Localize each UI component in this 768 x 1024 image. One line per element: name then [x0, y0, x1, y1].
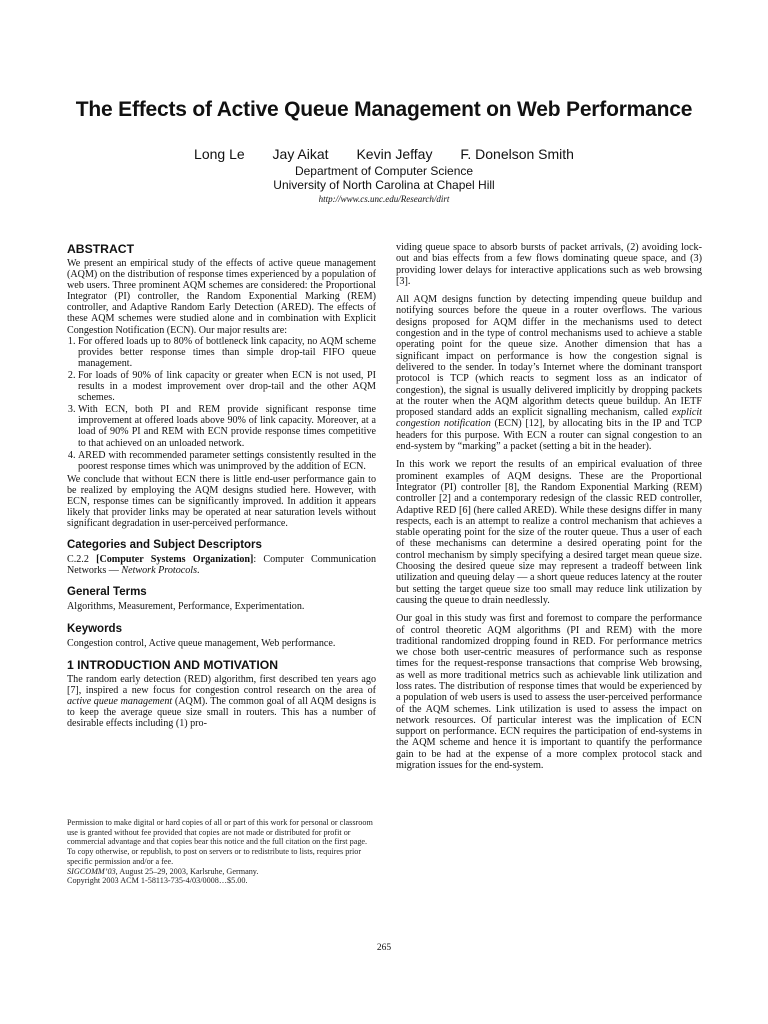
- abstract-intro: We present an empirical study of the effects of active queue management (AQM) on the distribution of response times experienced by a population of web users. Three prominent AQM schemes are considered: the Proportional Integrator (PI) controller, the Random Exponential Marking (REM) controller, and Adaptive Random Early Detection (ARED). The effects of these AQM schemes were studied alone and in combination with Explicit Congestion Notification (ECN). Our major results are:: [67, 258, 376, 336]
- general-terms-heading: General Terms: [67, 586, 147, 599]
- author-name: Jay Aikat: [272, 146, 329, 162]
- categories-text: C.2.2 [Computer Systems Organization]: Computer Communication Networks — Network Protocols.: [67, 554, 377, 577]
- affiliation: [40, 164, 728, 206]
- project-url: http://www.cs.unc.edu/Research/dirt: [318, 194, 450, 204]
- intro-paragraph-3: In this work we report the results of an empirical evaluation of three prominent examples of AQM designs. These are the Proportional Integrator (PI) controller [8], the Random Exponential Marking (REM) controller [2] and a contemporary redesign of the classic RED controller, Adaptive RED [6] (here called ARED). While these designs differ in many respects, each is an attempt to realize a control mechanism that achieves a stable operating point for the size of the router queue. Thus a user of each of these mechanisms can determine a desired operating point for the control mechanism by simply specifying a desired target mean queue size. Choosing the desired queue size may represent a tradeoff between link utilization and queuing delay — a short queue reduces latency at the router but setting the target queue size too small may reduce link utilization by causing the queue to drain needlessly.: [396, 459, 702, 606]
- intro-paragraph-1-continued: viding queue space to absorb bursts of packet arrivals, (2) avoiding lock-out and bias effects from a few flows dominating queue space, and (3) providing lower delays for interactive applications such as web browsing [3].: [396, 242, 702, 287]
- results-list: [67, 336, 376, 472]
- intro-paragraph-2: All AQM designs function by detecting impending queue buildup and notifying sources before the queue in a router overflows. The various designs proposed for AQM differ in the mechanisms used to detect congestion and in the type of control mechanisms used to achieve a stable operating point for the queue size. Another dimension that has a significant impact on performance is how the congestion signal is delivered to the sender. In today’s Internet where the dominant transport protocol is TCP (which reacts to segment loss as an indicator of congestion), the signal is usually delivered implicitly by dropping packets at the router when the AQM algorithm detects queue buildup. An IETF proposed standard adds an explicit signalling mechanism, called explicit congestion notification (ECN) [12], by allocating bits in the IP and TCP headers for this purpose. With ECN a router can signal congestion to an end-system by “marking” a packet (setting a bit in the header).: [396, 294, 702, 453]
- university: University of North Carolina at Chapel Hill: [273, 178, 495, 192]
- categories-heading: Categories and Subject Descriptors: [67, 539, 262, 552]
- author-name: Long Le: [194, 146, 245, 162]
- result-item: 1. For offered loads up to 80% of bottleneck link capacity, no AQM scheme provides better response times than simple drop-tail FIFO queue management.: [78, 336, 376, 369]
- author-name: Kevin Jeffay: [356, 146, 433, 162]
- permission-text: Permission to make digital or hard copies of all or part of this work for personal or classroom use is granted without fee provided that copies are not made or distributed for profit or commercial advantage and that copies bear this notice and the full citation on the first page. To copy otherwise, or republish, to post on servers or to redistribute to lists, requires prior specific permission and/or a fee.: [67, 818, 373, 866]
- department: Department of Computer Science: [294, 164, 474, 178]
- keywords-text: Congestion control, Active queue management, Web performance.: [67, 637, 336, 649]
- copyright-notice: [67, 818, 376, 886]
- copyright-line: Copyright 2003 ACM 1-58113-735-4/03/0008…$5.00.: [67, 876, 248, 886]
- general-terms-text: Algorithms, Measurement, Performance, Experimentation.: [67, 601, 305, 613]
- venue-line: SIGCOMM’03, August 25–29, 2003, Karlsruhe, Germany.: [67, 866, 259, 876]
- left-column: [67, 243, 376, 736]
- author-list: [40, 146, 728, 162]
- right-column: [396, 242, 702, 778]
- intro-heading: 1 INTRODUCTION AND MOTIVATION: [67, 657, 279, 672]
- intro-paragraph-1: The random early detection (RED) algorithm, first described ten years ago [7], inspired a new focus for congestion control research on the area of active queue management (AQM). The common goal of all AQM designs is to keep the average queue size small in routers. This has a number of desirable effects including (1) pro-: [67, 673, 377, 729]
- page-number: 265: [376, 943, 392, 953]
- author-name: F. Donelson Smith: [460, 146, 574, 162]
- result-item: 4. ARED with recommended parameter settings consistently resulted in the poorest response times which was unimproved by the addition of ECN.: [78, 450, 376, 472]
- paper-title: The Effects of Active Queue Management on Web Performance: [75, 98, 693, 121]
- result-item: 3. With ECN, both PI and REM provide significant response time improvement at offered loads above 90% of link capacity. Moreover, at a load of 90% PI and REM with ECN provide response times competitive to that achieved on an unloaded network.: [78, 404, 376, 448]
- abstract-heading: ABSTRACT: [67, 242, 135, 256]
- result-item: 2. For loads of 90% of link capacity or greater when ECN is not used, PI results in a modest improvement over drop-tail and the other AQM schemes.: [78, 370, 376, 403]
- abstract-conclusion: We conclude that without ECN there is little end-user performance gain to be realized by employing the AQM designs studied here. However, with ECN, response times can be significantly improved. In addition it appears likely that provider links may be operated at near saturation levels without significant degradation in user-perceived performance.: [67, 473, 376, 530]
- intro-paragraph-4: Our goal in this study was first and foremost to compare the performance of control theoretic AQM algorithms (PI and REM) with the more traditional randomized dropping found in RED. For performance metrics we chose both user-centric measures of performance such as response times for the request-response transactions that comprise Web browsing, as well as more traditional metrics such as achievable link utilization and loss rates. The distribution of response times that would be experienced by a population of web users is used to assess the user-perceived performance of the AQM schemes. Link utilization is used to assess the impact on network resources. Of particular interest was the implication of ECN support on performance. ECN requires the participation of end-systems in the AQM scheme and hence it is important to quantify the performance gain to be had at the expense of a more complex protocol stack and migration issues for the end-system.: [396, 613, 702, 772]
- keywords-heading: Keywords: [67, 622, 122, 635]
